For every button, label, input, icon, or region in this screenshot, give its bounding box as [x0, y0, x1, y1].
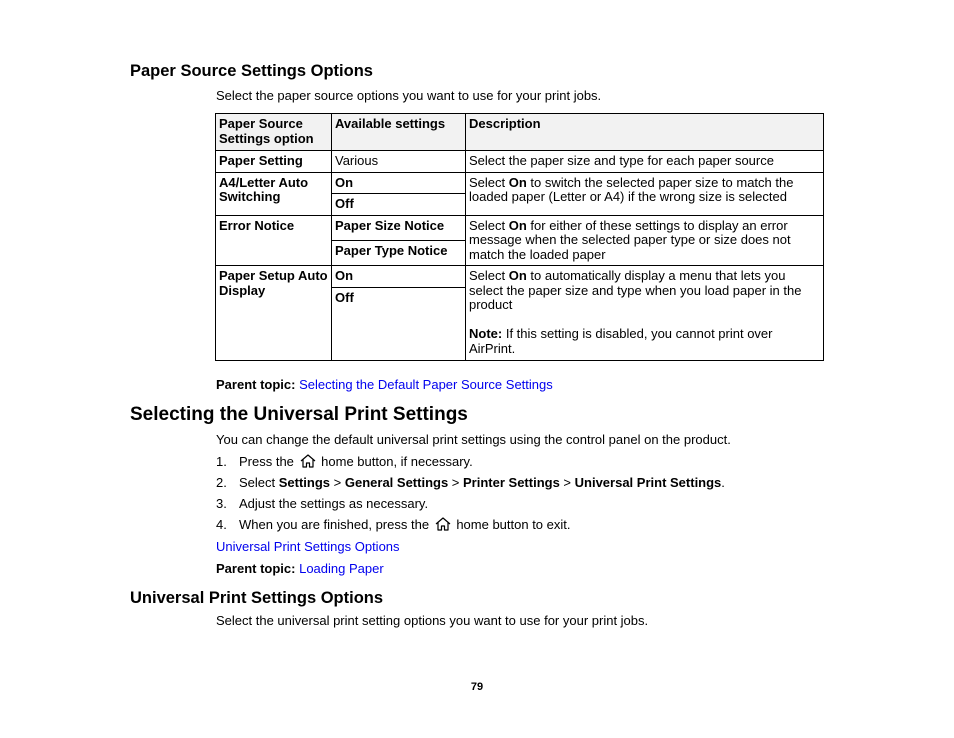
page-number: 79 [470, 681, 484, 693]
table-cell-option: A4/Letter Auto Switching [216, 172, 332, 215]
table-cell-description: Select the paper size and type for each paper source [466, 151, 824, 173]
parent-topic-link[interactable]: Selecting the Default Paper Source Settings [299, 377, 553, 392]
list-item: 4. When you are finished, press the home button to exit. [216, 517, 571, 532]
table-cell-setting: On [332, 172, 466, 194]
parent-topic-paper-source [216, 377, 553, 392]
parent-topic-label: Parent topic: [216, 377, 296, 392]
home-icon [435, 517, 451, 531]
list-item: 1. Press the home button, if necessary. [216, 454, 473, 469]
section-title-paper-source: Paper Source Settings Options [130, 62, 373, 80]
universal-print-options-link[interactable]: Universal Print Settings Options [216, 539, 400, 554]
table-row [216, 266, 824, 288]
table-cell-setting: Various [332, 151, 466, 173]
table-header-row [216, 114, 824, 151]
table-cell-option: Error Notice [216, 215, 332, 266]
steps-list [216, 454, 725, 538]
section-intro-universal-options: Select the universal print setting options you want to use for your print jobs. [216, 613, 649, 628]
table-cell-description: Select On for either of these settings to display an error message when the selected paper type or size does not match the loaded paper [466, 215, 824, 266]
table-header-option: Paper Source Settings option [216, 114, 332, 151]
section-intro-universal-print: You can change the default universal print settings using the control panel on the product. [216, 432, 731, 447]
table-cell-setting: Paper Type Notice [332, 240, 466, 265]
paper-source-options-table [215, 113, 824, 361]
table-cell-description: Select On to switch the selected paper size to match the loaded paper (Letter or A4) if the wrong size is selected [466, 172, 824, 215]
table-cell-setting: Paper Size Notice [332, 215, 466, 240]
parent-topic-universal-print [216, 561, 384, 576]
table-header-settings: Available settings [332, 114, 466, 151]
list-item: 2. Select Settings > General Settings > Printer Settings > Universal Print Settings. [216, 475, 725, 490]
table-cell-option: Paper Setup Auto Display [216, 266, 332, 361]
parent-topic-link[interactable]: Loading Paper [299, 561, 384, 576]
table-header-description: Description [466, 114, 824, 151]
section-intro-paper-source: Select the paper source options you want to use for your print jobs. [216, 88, 602, 103]
parent-topic-label: Parent topic: [216, 561, 296, 576]
table-cell-setting: Off [332, 287, 466, 360]
table-row [216, 172, 824, 194]
section-title-universal-print: Selecting the Universal Print Settings [130, 404, 468, 425]
home-icon [300, 454, 316, 468]
table-cell-option: Paper Setting [216, 151, 332, 173]
list-item: 3. Adjust the settings as necessary. [216, 496, 429, 511]
table-row [216, 215, 824, 240]
table-cell-setting: Off [332, 194, 466, 216]
related-link-paragraph [216, 539, 400, 554]
table-cell-setting: On [332, 266, 466, 288]
table-cell-description: Select On to automatically display a menu that lets you select the paper size and type when you load paper in the product Note: If this setting is disabled, you cannot print over AirPrint. [466, 266, 824, 361]
table-row [216, 151, 824, 173]
section-title-universal-options: Universal Print Settings Options [130, 589, 384, 607]
